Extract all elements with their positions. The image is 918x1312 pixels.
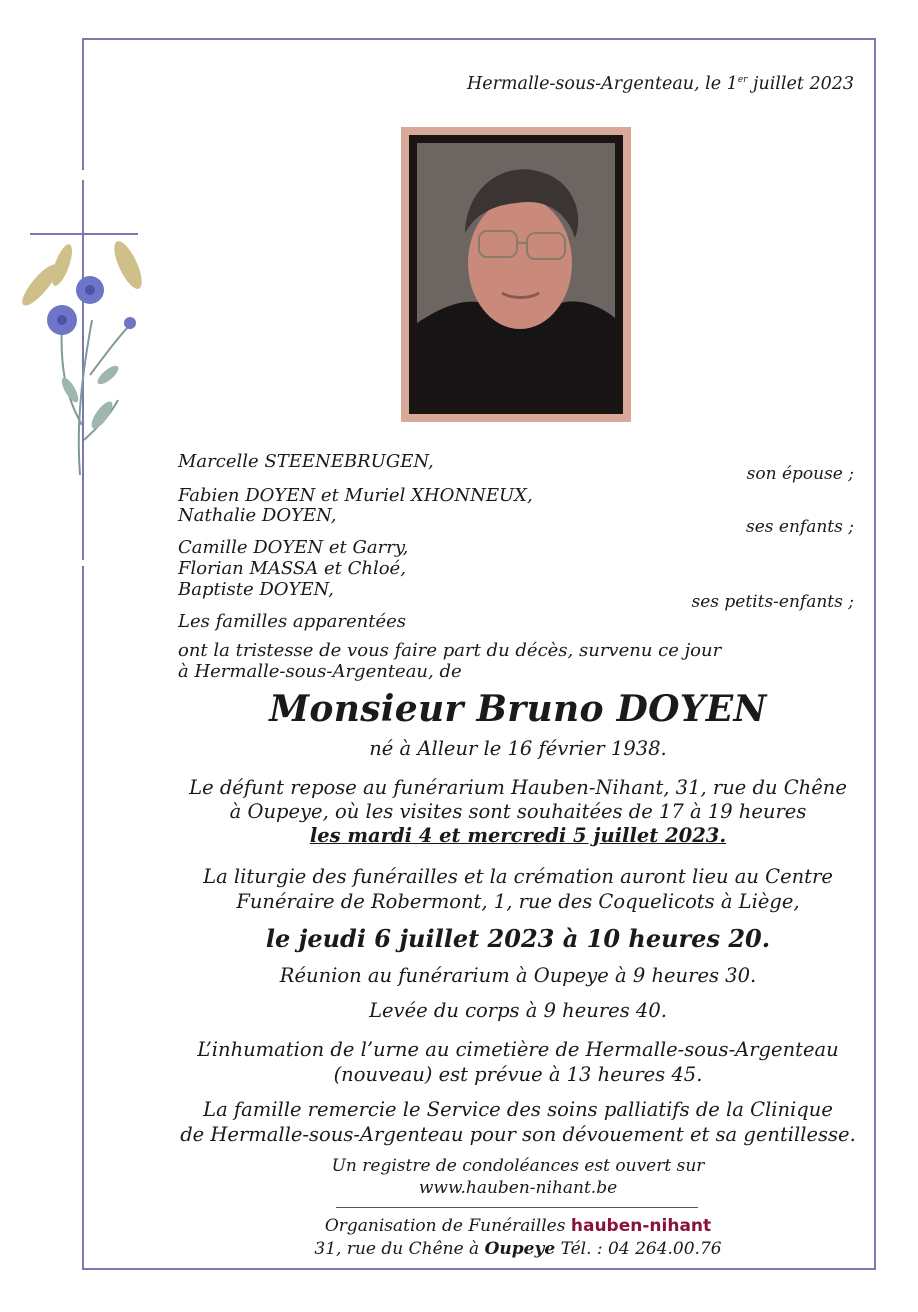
burial-line-2: (nouveau) est prévue à 13 heures 45. [333, 1063, 703, 1086]
ceremony-date: le jeudi 6 juillet 2023 à 10 heures 20. [265, 924, 771, 953]
thanks-line-1: La famille remercie le Service des soins palliatifs de la Clinique [203, 1098, 833, 1121]
family-relatives: Les familles apparentées [178, 611, 407, 632]
footer-address [83, 1238, 918, 1260]
cornflower-wheat-icon [10, 225, 160, 480]
family-grandchild-1: Camille DOYEN et Garry, [178, 537, 409, 558]
thanks-line-2: de Hermalle-sous-Argenteau pour son dévouement et sa gentillesse. [180, 1123, 856, 1146]
relation-grandchildren: ses petits-enfants ; [691, 592, 854, 612]
footer-city: Oupeye [484, 1239, 556, 1259]
family-grandchild-2: Florian MASSA et Chloé, [178, 558, 406, 579]
footer-org-prefix: Organisation de Funérailles [324, 1216, 566, 1236]
relation-children: ses enfants ; [746, 517, 854, 537]
family-child-1: Fabien DOYEN et Muriel XHONNEUX, [178, 485, 533, 506]
place-date [467, 74, 854, 94]
announcement-line-1: ont la tristesse de vous faire part du décès, survenu ce jour [178, 640, 722, 661]
footer-divider [336, 1207, 698, 1208]
meeting-line: Réunion au funérarium à Oupeye à 9 heures 30. [279, 964, 757, 987]
brand-logo: hauben-nihant [570, 1216, 712, 1236]
register-line: Un registre de condoléances est ouvert sur [331, 1156, 705, 1176]
footer-organisation [83, 1215, 918, 1237]
birth-line: né à Alleur le 16 février 1938. [369, 737, 667, 760]
portrait-frame [401, 127, 631, 422]
ceremony-line-2: Funéraire de Robermont, 1, rue des Coquelicots à Liège, [236, 890, 800, 913]
family-grandchild-3: Baptiste DOYEN, [178, 579, 334, 600]
family-spouse: Marcelle STEENEBRUGEN, [178, 451, 434, 472]
footer-phone: Tél. : 04 264.00.76 [555, 1239, 722, 1259]
deceased-name: Monsieur Bruno DOYEN [269, 688, 767, 730]
footer-address-prefix: 31, rue du Chêne à [314, 1239, 485, 1259]
family-child-2: Nathalie DOYEN, [178, 505, 337, 526]
visits-dates: les mardi 4 et mercredi 5 juillet 2023. [309, 824, 727, 847]
lifting-line: Levée du corps à 9 heures 40. [369, 999, 667, 1022]
visits-line-2: à Oupeye, où les visites sont souhaitées de 17 à 19 heures [229, 800, 807, 823]
place-date-prefix: Hermalle-sous-Argenteau, le 1 [466, 74, 738, 94]
visits-line-1: Le défunt repose au funérarium Hauben-Nihant, 31, rue du Chêne [189, 776, 847, 799]
place-date-sup: er [737, 75, 748, 85]
relation-spouse: son épouse ; [746, 464, 854, 484]
burial-line-1: L’inhumation de l’urne au cimetière de Hermalle-sous-Argenteau [197, 1038, 839, 1061]
announcement-line-2: à Hermalle-sous-Argenteau, de [178, 661, 462, 682]
register-website: www.hauben-nihant.be [418, 1178, 618, 1198]
ceremony-line-1: La liturgie des funérailles et la crémation auront lieu au Centre [203, 865, 833, 888]
place-date-suffix: juillet 2023 [747, 74, 854, 94]
portrait-photo [417, 143, 615, 406]
